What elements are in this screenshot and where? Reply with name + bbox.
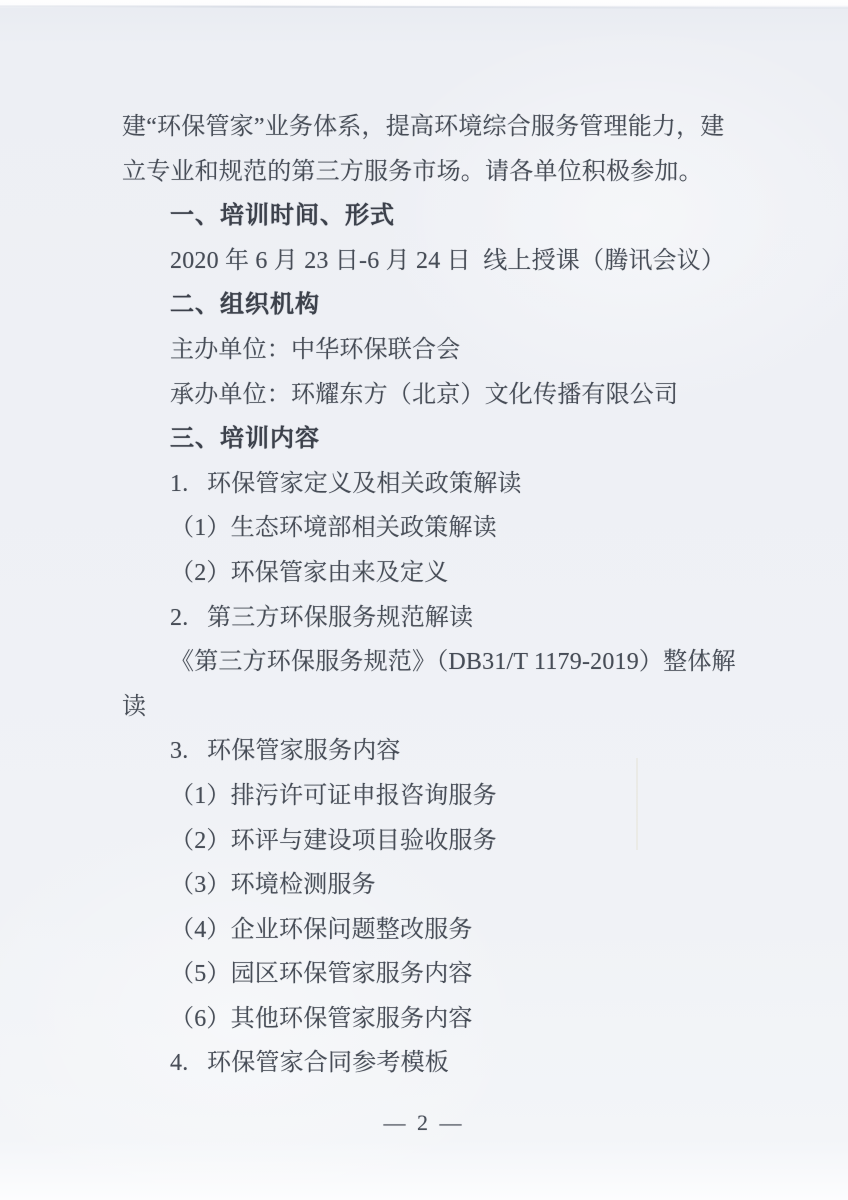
text-line: 建“环保管家”业务体系，提高环境综合服务管理能力，建 (122, 114, 725, 140)
text-line: 三、培训内容 (170, 426, 320, 453)
text-line: 3. 环保管家服务内容 (170, 738, 401, 765)
page-number: — 2 — (383, 1110, 465, 1135)
text-line: （5）园区环保管家服务内容 (170, 961, 473, 988)
text-line: 承办单位：环耀东方（北京）文化传播有限公司 (170, 381, 679, 408)
text-line: （4）企业环保问题整改服务 (170, 916, 473, 943)
text-line: 2. 第三方环保服务规范解读 (170, 604, 474, 631)
text-line: 一、培训时间、形式 (170, 203, 395, 230)
text-line: 立专业和规范的第三方服务市场。请各单位积极参加。 (122, 158, 703, 185)
document-body (122, 105, 762, 1086)
text-line: 《第三方环保服务规范》（DB31/T 1179-2019）整体解 (170, 649, 736, 676)
scan-top-edge (0, 5, 848, 9)
text-line: （1）生态环境部相关政策解读 (170, 515, 497, 542)
text-line: 读 (122, 693, 147, 720)
text-line: （1）排污许可证申报咨询服务 (170, 782, 497, 809)
text-line: 4. 环保管家合同参考模板 (170, 1050, 449, 1077)
text-line: 2020 年 6 月 23 日-6 月 24 日 线上授课（腾讯会议） (170, 247, 726, 274)
text-line: 1. 环保管家定义及相关政策解读 (170, 470, 522, 497)
text-line: （6）其他环保管家服务内容 (170, 1005, 473, 1032)
text-line: （3）环境检测服务 (170, 872, 376, 899)
text-line: 二、组织机构 (170, 292, 320, 319)
text-line: （2）环评与建设项目验收服务 (170, 827, 497, 854)
text-line: （2）环保管家由来及定义 (170, 559, 449, 586)
text-line: 主办单位：中华环保联合会 (170, 336, 461, 363)
